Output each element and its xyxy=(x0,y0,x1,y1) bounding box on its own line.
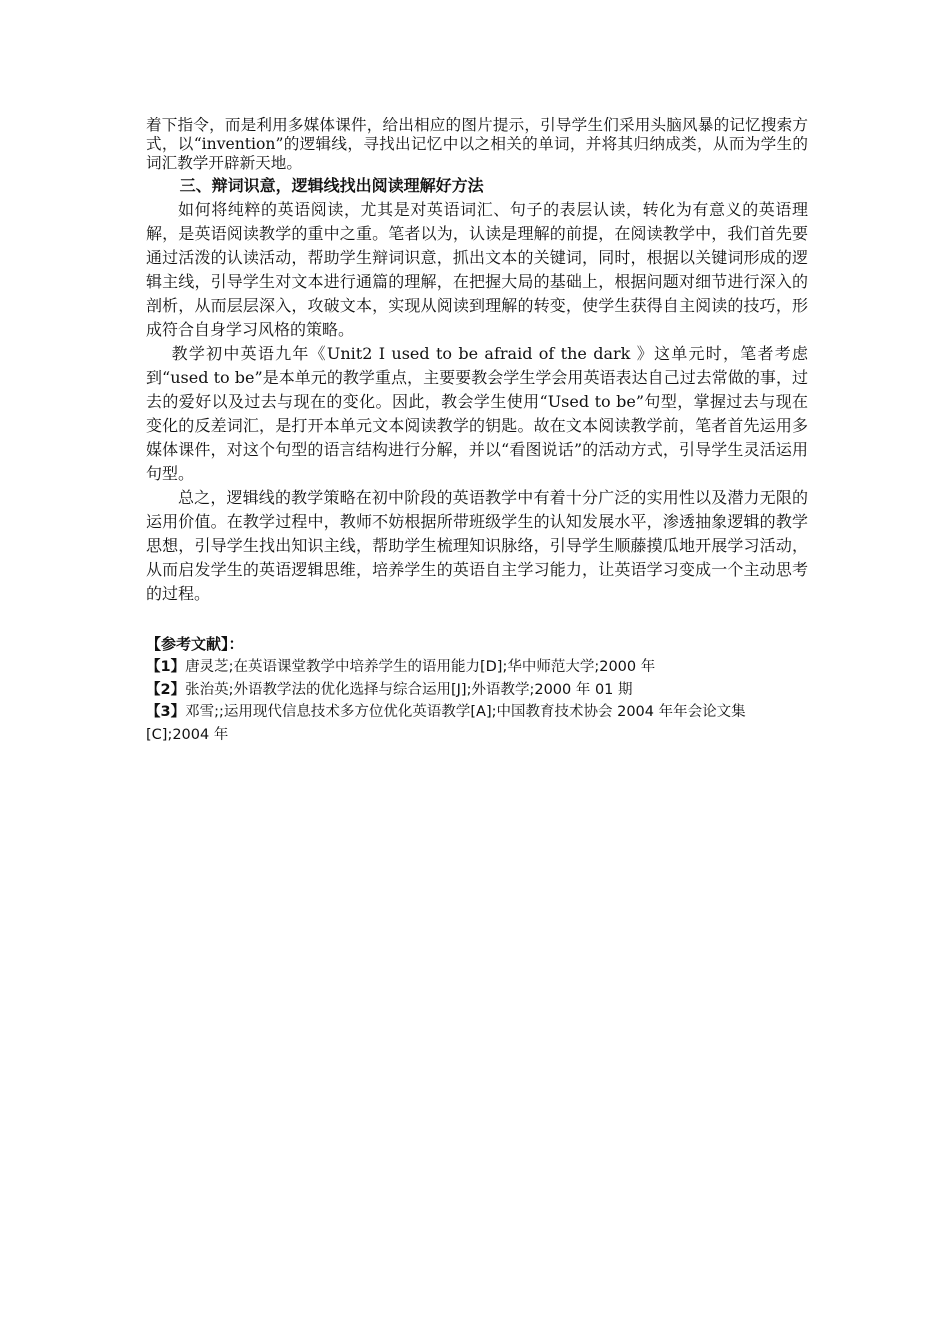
section-heading-3: 三、辩词识意，逻辑线找出阅读理解好方法 xyxy=(179,176,484,195)
paragraph-conclusion: 总之，逻辑线的教学策略在初中阶段的英语教学中有着十分广泛的实用性以及潜力无限的运用价值。在教学过程中，教师不妨根据所带班级学生的认知发展水平，渗透抽象逻辑的教学思想，引导学生找出知识主线，帮助学生梳理知识脉络，引导学生顺藤摸瓜地开展学习活动，从而启发学生的英语逻辑思维，培养学生的英语自主学习能力，让英语学习变成一个主动思考的过程。 xyxy=(146,488,808,603)
reference-number: 【2】 xyxy=(146,681,186,698)
document-page xyxy=(146,116,808,746)
reference-text: 唐灵芝;在英语课堂教学中培养学生的语用能力[D];华中师范大学;2000 年 xyxy=(185,659,656,675)
paragraph-reading-strategy: 如何将纯粹的英语阅读，尤其是对英语词汇、句子的表层认读，转化为有意义的英语理解，是英语阅读教学的重中之重。笔者以为，认读是理解的前提，在阅读教学中，我们首先要通过活泼的认读活动，帮助学生辩词识意，抓出文本的关键词，同时，根据以关键词形成的逻辑主线，引导学生对文本进行通篇的理解，在把握大局的基础上，根据问题对细节进行深入的剖析，从而层层深入，攻破文本，实现从阅读到理解的转变，使学生获得自主阅读的技巧，形成符合自身学习风格的策略。 xyxy=(146,200,808,339)
reference-number: 【1】 xyxy=(146,659,186,675)
reference-text: 张治英;外语教学法的优化选择与综合运用[J];外语教学;2000 年 01 期 xyxy=(185,681,633,698)
paragraph-vocabulary-end: 着下指令，而是利用多媒体课件，给出相应的图片提示，引导学生们采用头脑风暴的记忆搜索方式，以“invention”的逻辑线，寻找出记忆中以之相关的单词，并将其归纳成类，从而为学生的词汇教学开辟新天地。 xyxy=(146,116,808,172)
reference-item xyxy=(146,679,808,702)
paragraph-unit2-example: 教学初中英语九年《Unit2 I used to be afraid of the dark 》这单元时，笔者考虑到“used to be”是本单元的教学重点，主要要教会学生学会用英语表达自己过去常做的事，过去的爱好以及过去与现在的变化。因此，教会学生使用“Used to be”句型，掌握过去与现在变化的反差词汇，是打开本单元文本阅读教学的钥匙。故在文本阅读教学前，笔者首先运用多媒体课件，对这个句型的语言结构进行分解，并以“看图说话”的活动方式，引导学生灵活运用句型。 xyxy=(146,344,808,483)
reference-item xyxy=(146,656,808,679)
reference-number: 【3】 xyxy=(146,704,186,720)
reference-item xyxy=(146,701,808,746)
references-title: 【参考文献】： xyxy=(146,635,244,653)
reference-text: 邓雪;;运用现代信息技术多方位优化英语教学[A];中国教育技术协会 2004 年年会论文集[C];2004 年 xyxy=(146,704,746,743)
references-section xyxy=(146,632,808,746)
